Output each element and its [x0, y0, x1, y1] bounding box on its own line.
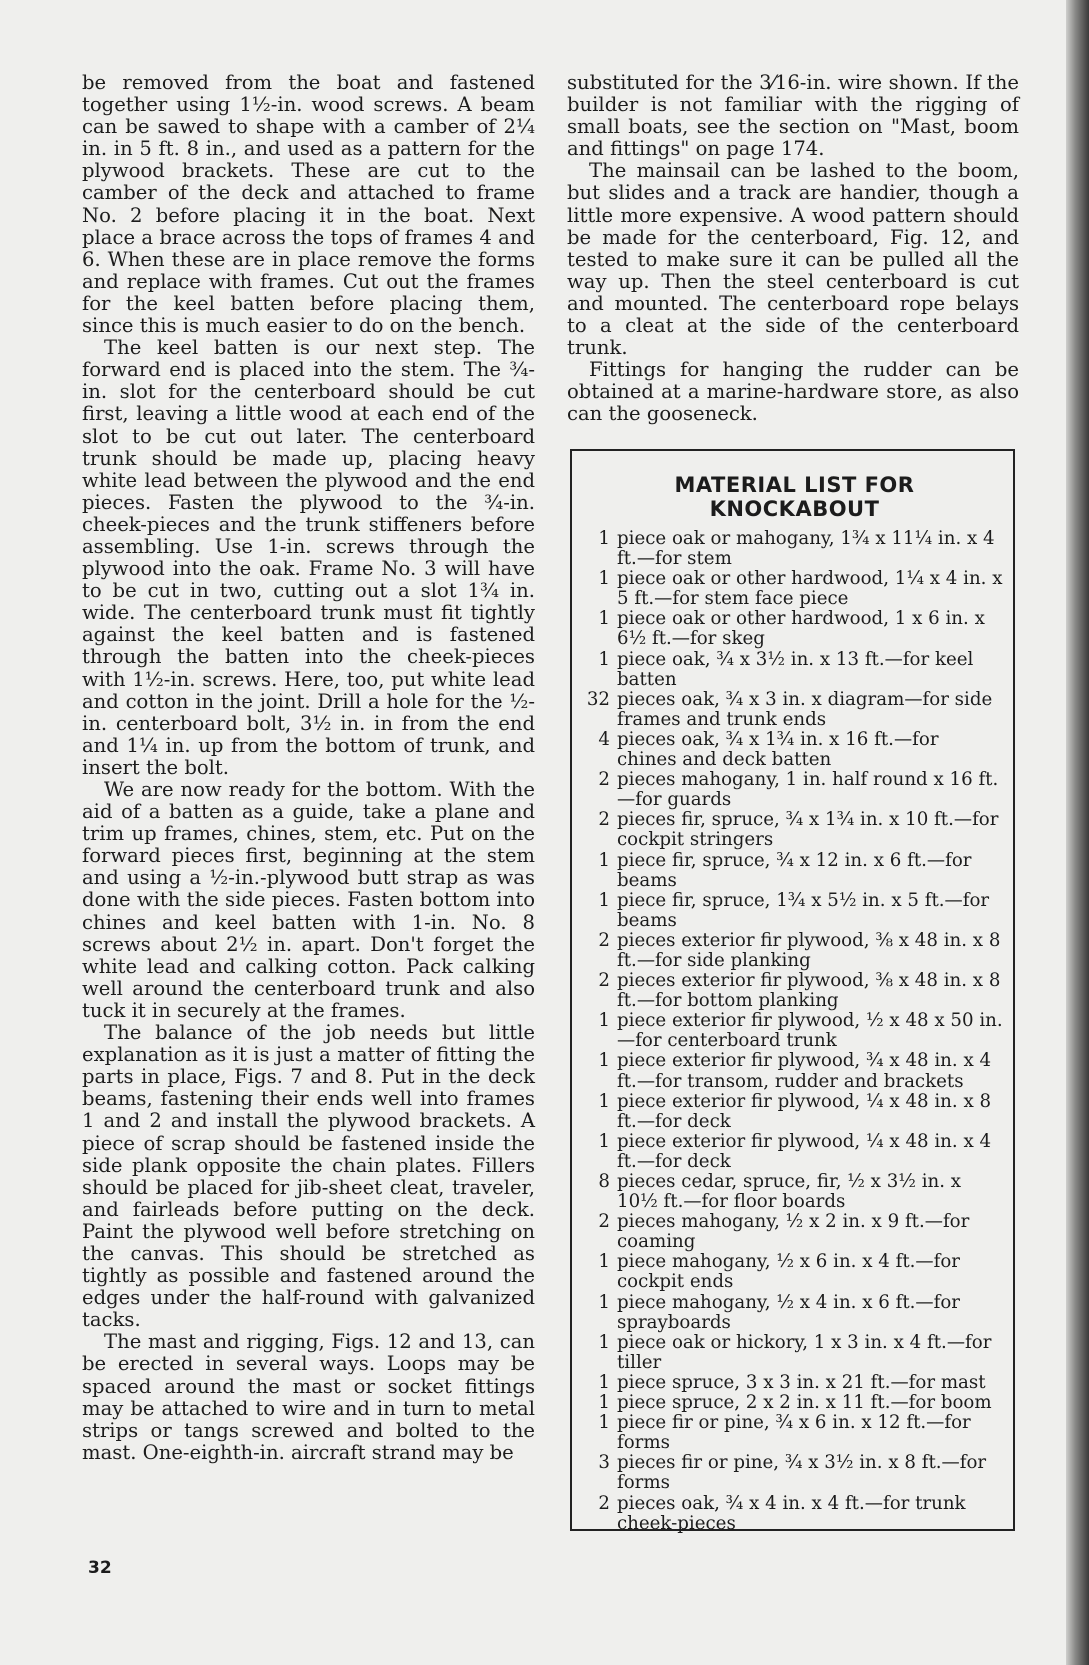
paragraph: The keel batten is our next step. The forward end is placed into the stem. The ¾-in. slot for the centerboard should be cut first, leaving a little wood at each end of the slot to be cut out later. The centerboard trunk should be made up, placing heavy white lead between the plywood and the end pieces. Fasten the plywood to the ¾-in. cheek-pieces and the trunk stiffeners before assembling. Use 1-in. screws through the plywood into the oak. Frame No. 3 will have to be cut in two, cutting out a slot 1¾ in. wide. The centerboard trunk must fit tightly against the keel batten and is fastened through the batten into the cheek-pieces with 1½-in. screws. Here, too, put white lead and cotton in the joint. Drill a hole for the ½-in. centerboard bolt, 3½ in. in from the end and 1¼ in. up from the bottom of trunk, and insert the bolt.	[82, 336, 535, 779]
material-quantity: 32	[586, 688, 610, 710]
material-quantity: 1	[598, 1331, 610, 1353]
material-quantity: 3	[598, 1452, 610, 1474]
material-list-item	[586, 851, 1003, 891]
material-quantity: 2	[598, 769, 610, 791]
material-description: pieces fir or pine, ¾ x 3½ in. x 8 ft.—for forms	[617, 1452, 987, 1494]
material-description: piece fir, spruce, ¾ x 12 in. x 6 ft.—for beams	[617, 849, 972, 891]
material-description: piece exterior fir plywood, ½ x 48 x 50 in. —for centerboard trunk	[617, 1010, 1003, 1052]
paragraph: Fittings for hanging the rudder can be obtained at a marine-hardware store, as also can the gooseneck.	[567, 358, 1019, 426]
material-description: pieces exterior fir plywood, ⅜ x 48 in. x 8 ft.—for bottom planking	[617, 970, 1001, 1012]
material-description: pieces oak, ¾ x 3 in. x diagram—for side frames and trunk ends	[617, 688, 993, 730]
paragraph: substituted for the 3⁄16-in. wire shown. If the builder is not familiar with the rigging of small boats, see the section on "Mast, boom and fittings" on page 174.	[567, 71, 1019, 161]
material-list-item	[586, 1092, 1003, 1132]
material-list-item	[586, 569, 1003, 609]
material-quantity: 1	[598, 1090, 610, 1112]
material-list-item	[586, 1293, 1003, 1333]
left-text-column	[82, 72, 535, 1464]
material-list-item	[586, 1051, 1003, 1091]
material-quantity: 2	[598, 1492, 610, 1514]
material-description: piece fir, spruce, 1¾ x 5½ in. x 5 ft.—for beams	[617, 889, 990, 931]
material-description: piece exterior fir plywood, ¾ x 48 in. x 4 ft.—for transom, rudder and brackets	[617, 1050, 992, 1092]
material-description: piece oak or other hardwood, 1 x 6 in. x 6½ ft.—for skeg	[617, 608, 985, 650]
material-description: piece exterior fir plywood, ¼ x 48 in. x 8 ft.—for deck	[617, 1090, 992, 1132]
material-list-item	[586, 650, 1003, 690]
material-list-item	[586, 730, 1003, 770]
paragraph: The balance of the job needs but little explanation as it is just a matter of fitting the parts in place, Figs. 7 and 8. Put in the deck beams, fastening their ends well into frames 1 and 2 and install the plywood brackets. A piece of scrap should be fastened inside the side plank opposite the chain plates. Fillers should be placed for jib-sheet cleat, traveler, and fairleads before putting on the deck. Paint the plywood well before stretching on the canvas. This should be stretched as tightly as possible and fastened around the edges under the half-round with galvanized tacks.	[82, 1021, 535, 1332]
material-quantity: 1	[598, 608, 610, 630]
material-description: pieces oak, ¾ x 1¾ in. x 16 ft.—for chines and deck batten	[617, 728, 939, 771]
material-list-item	[586, 1413, 1003, 1453]
material-list-item	[586, 1212, 1003, 1252]
material-list-item	[586, 1453, 1003, 1493]
material-list-item	[586, 1252, 1003, 1292]
material-quantity: 8	[598, 1171, 610, 1192]
material-list-box	[570, 449, 1015, 1534]
material-description: piece oak or hickory, 1 x 3 in. x 4 ft.—for tiller	[617, 1331, 992, 1373]
material-quantity: 2	[598, 929, 610, 951]
material-quantity: 1	[598, 648, 610, 670]
material-description: pieces mahogany, ½ x 2 in. x 9 ft.—for coaming	[617, 1211, 970, 1253]
material-description: piece oak or mahogany, 1¾ x 11¼ in. x 4 ft.—for stem	[617, 528, 995, 570]
paragraph: The mainsail can be lashed to the boom, but slides and a track are handier, though a little more expensive. A wood pattern should be made for the centerboard, Fig. 12, and tested to make sure it can be pulled all the way up. Then the steel centerboard is cut and mounted. The centerboard rope belays to a cleat at the side of the centerboard trunk.	[567, 159, 1019, 360]
material-list-item	[586, 690, 1003, 730]
material-list	[586, 529, 1003, 1534]
material-quantity: 1	[598, 1010, 610, 1032]
material-list-item	[586, 770, 1003, 810]
material-list-item	[586, 1011, 1003, 1051]
page-number: 32	[88, 1558, 112, 1578]
material-quantity: 1	[598, 1371, 610, 1393]
material-list-item	[586, 891, 1003, 931]
material-description: pieces exterior fir plywood, ⅜ x 48 in. x 8 ft.—for side planking	[617, 929, 1001, 971]
right-text-column	[567, 72, 1019, 426]
material-quantity: 1	[598, 1251, 610, 1273]
material-list-item	[586, 1172, 1003, 1212]
material-description: piece spruce, 3 x 3 in. x 21 ft.—for mast	[617, 1371, 986, 1393]
material-description: piece oak, ¾ x 3½ in. x 13 ft.—for keel batten	[617, 648, 974, 690]
page-edge-shadow	[1066, 0, 1089, 1665]
material-list-item	[586, 1393, 1003, 1413]
material-description: pieces cedar, spruce, fir, ½ x 3½ in. x 10½ ft.—for floor boards	[617, 1171, 962, 1213]
material-quantity: 1	[598, 1392, 610, 1414]
material-quantity: 1	[598, 528, 610, 549]
paragraph: The mast and rigging, Figs. 12 and 13, can be erected in several ways. Loops may be spaced around the mast or socket fittings may be attached to wire and in turn to metal strips or tangs screwed and bolted to the mast. One-eighth-in. aircraft strand may be	[82, 1330, 535, 1464]
material-list-item	[586, 1373, 1003, 1393]
material-description: pieces fir, spruce, ¾ x 1¾ in. x 10 ft.—for cockpit stringers	[617, 809, 999, 851]
material-quantity: 2	[598, 809, 610, 831]
material-description: piece oak or other hardwood, 1¼ x 4 in. x 5 ft.—for stem face piece	[617, 568, 1003, 610]
material-list-item	[586, 1132, 1003, 1172]
material-list-item	[586, 810, 1003, 850]
material-list-item	[586, 931, 1003, 971]
material-quantity: 4	[598, 728, 610, 750]
material-description: piece mahogany, ½ x 6 in. x 4 ft.—for cockpit ends	[617, 1251, 960, 1293]
material-description: piece exterior fir plywood, ¼ x 48 in. x 4 ft.—for deck	[617, 1130, 992, 1172]
material-quantity: 1	[598, 849, 610, 871]
material-description: pieces mahogany, 1 in. half round x 16 ft. —for guards	[617, 769, 999, 811]
material-list-item	[586, 529, 1003, 569]
material-quantity: 1	[598, 889, 610, 911]
material-description: piece mahogany, ½ x 4 in. x 6 ft.—for sprayboards	[617, 1291, 960, 1333]
material-quantity: 1	[598, 1291, 610, 1313]
material-description: piece spruce, 2 x 2 in. x 11 ft.—for boom	[617, 1392, 992, 1414]
material-list-title: MATERIAL LIST FOR KNOCKABOUT	[674, 473, 915, 521]
material-list-item	[586, 1333, 1003, 1373]
material-list-item	[586, 1494, 1003, 1534]
material-description: pieces oak, ¾ x 4 in. x 4 ft.—for trunk cheek-pieces	[617, 1492, 966, 1534]
material-quantity: 1	[598, 568, 610, 590]
paragraph: We are now ready for the bottom. With the aid of a batten as a guide, take a plane and trim up frames, chines, stem, etc. Put on the forward pieces first, beginning at the stem and using a ½-in.-plywood butt strap as was done with the side pieces. Fasten bottom into chines and keel batten with 1-in. No. 8 screws about 2½ in. apart. Don't forget the white lead and calking cotton. Pack calking well around the centerboard trunk and also tuck it in securely at the frames.	[82, 778, 535, 1022]
material-quantity: 1	[598, 1050, 610, 1072]
material-quantity: 2	[598, 1211, 610, 1233]
material-description: piece fir or pine, ¾ x 6 in. x 12 ft.—for forms	[617, 1412, 971, 1454]
material-quantity: 1	[598, 1130, 610, 1152]
material-quantity: 1	[598, 1412, 610, 1434]
material-quantity: 2	[598, 970, 610, 992]
material-list-item	[586, 609, 1003, 649]
material-list-item	[586, 971, 1003, 1011]
paragraph: be removed from the boat and fastened together using 1½-in. wood screws. A beam can be sawed to shape with a camber of 2¼ in. in 5 ft. 8 in., and used as a pattern for the plywood brackets. These are cut to the camber of the deck and attached to frame No. 2 before placing it in the boat. Next place a brace across the tops of frames 4 and 6. When these are in place remove the forms and replace with frames. Cut out the frames for the keel batten before placing them, since this is much easier to do on the bench.	[82, 71, 535, 338]
